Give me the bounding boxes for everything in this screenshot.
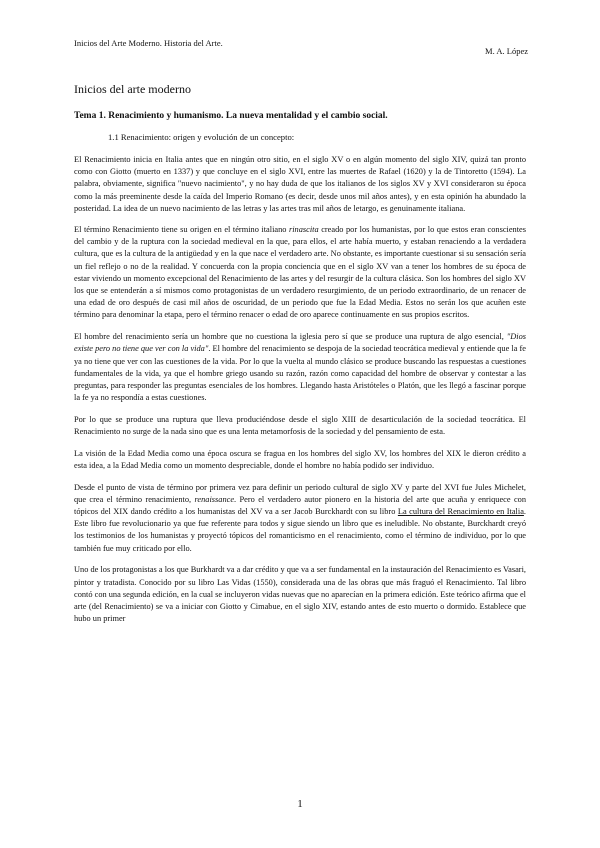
- paragraph-3-italic-quote: "Dios existe pero no tiene que ver con la vida": [74, 332, 526, 354]
- paragraph-2-part-2: creado por los humanistas, por lo que estos eran conscientes del cambio y de la ruptura con la sociedad medieval en la que, para ellos, el arte había muerto, y estaban renaciendo a la verdadera cultura, que es la cultura de la antigüedad y en la que nace el verdadero arte. No obstante, es importante cuestionar si su sensación sería un fiel reflejo o no de la realidad. Y concuerda con la propia conciencia que en el siglo XV van a tener los hombres de su época de estar viviendo un momento excepcional del Renacimiento de las artes y del resurgir de la cultura clásica. Son los hombres del siglo XV los que se entenderán a sí mismos como protagonistas de un verdadero resurgimiento, de un periodo extraordinario, de un renacer de una edad de oro después de casi mil años de oscuridad, de un periodo que fue la Edad Media. Estos no serán los que acuñen este término para denominar la etapa, pero el término renacer o edad de oro aparece continuamente en sus propios escritos.: [74, 225, 527, 320]
- paragraph-7: Uno de los protagonistas a los que Burkhardt va a dar crédito y que va a ser fundamental en la instauración del Renacimiento es Vasari, pintor y tratadista. Conocido por su libro Las Vidas (1550), considerada una de las obras que más fraguó el Renacimiento. Tal libro contó con una segunda edición, en la cual se incluyeron vidas nuevas que no aparecían en la primera edición. Este teórico afirma que el arte (del Renacimiento) se va a iniciar con Giotto y Cimabue, en el siglo XIV, estando antes de esto muerto o dormido. Establece que hubo un primer: [74, 565, 527, 624]
- section-title: 1.1 Renacimiento: origen y evolución de un concepto:: [108, 132, 295, 142]
- paragraph-6-book-title: La cultura del Renacimiento en Italia: [397, 507, 524, 517]
- page-number: 1: [297, 798, 303, 810]
- running-header-left: Inicios del Arte Moderno. Historia del Arte.: [74, 38, 223, 48]
- paragraph-1: El Renacimiento inicia en Italia antes que en ningún otro sitio, en el siglo XV o en algún momento del siglo XIV, quizá tan pronto como con Giotto (muerto en 1337) y que concluye en el siglo XVI, entre las muertes de Rafael (1620) y la de Tintoretto (1594). La palabra, obviamente, significa "nuevo nacimiento", y no hay duda de que los italianos de los siglos XV y XVI consideraron su época como la más preeminente desde la caída del Imperio Romano (es decir, desde unos mil años antes), y en esta opinión ha abundado la posteridad. La idea de un nuevo nacimiento de las letras y las artes tras mil años de letargo, es genuinamente italiana.: [74, 155, 526, 213]
- document-title: Inicios del arte moderno: [74, 82, 191, 96]
- paragraph-6-part-2: . Pero el verdadero autor pionero en la historia del arte que acuña y enriquece con tópicos del XIX dando crédito a los humanistas del XV va a ser Jacob Burckhardt con su libro: [74, 494, 526, 517]
- paragraph-3-part-2: . El hombre del renacimiento se despoja de la sociedad teocrática medieval y entiende que la fe ya no tiene que ver con las cuestiones de la vida. Por lo que la vuelta al mundo clásico se produce buscando las respuestas a cuestiones fundamentales de la vida, ya que el hombre griego usando su razón, razón como capacidad del hombre de observar y contestar a las preguntas, para responder las preguntas esenciales de los hombres. Llegando hasta Aristóteles o Platón, que les llegó a fascinar porque la fe ya no respondía a estas cuestiones.: [74, 344, 526, 403]
- chapter-title: Tema 1. Renacimiento y humanismo. La nueva mentalidad y el cambio social.: [74, 111, 388, 121]
- paragraph-2-part-1: El término Renacimiento tiene su origen en el término italiano: [74, 225, 289, 235]
- paragraph-6-part-3: . Este libro fue revolucionario ya que fue referente para todos y sigue siendo un libro que es ineludible. No obstante, Burckhardt creyó los testimonios de los humanistas y proyectó tópicos del romanticismo en el renacimiento, como el término de individuo, por lo que también fue muy criticado por ello.: [74, 507, 526, 553]
- paragraph-2: [74, 224, 526, 322]
- page-content: [74, 82, 526, 635]
- paragraph-4: Por lo que se produce una ruptura que lleva produciéndose desde el siglo XIII de desarticulación de la sociedad teocrática. El Renacimiento no surge de la nada sino que es una lenta metamorfosis de la sociedad y del pensamiento de esta.: [74, 414, 526, 437]
- paragraph-5: La visión de la Edad Media como una época oscura se fragua en los hombres del siglo XV, los hombres del XIX le dieron crédito a esta idea, a la Edad Media como un momento despreciable, donde el hombre no había podido ser individuo.: [74, 448, 526, 470]
- running-header-right: M. A. López: [485, 46, 528, 56]
- paragraph-6-italic-term: renaissance: [194, 494, 235, 504]
- paragraph-6: [74, 482, 526, 555]
- paragraph-2-italic-term: rinascita: [288, 225, 319, 235]
- paragraph-6-part-1: Desde el punto de vista de término por primera vez para definir un periodo cultural de siglo XV y parte del XVI fue Jules Michelet, que crea el término renacimiento,: [74, 482, 526, 504]
- paragraph-3: [74, 331, 526, 404]
- paragraph-3-part-1: El hombre del renacimiento sería un hombre que no cuestiona la iglesia pero sí que se produce una ruptura de algo esencial,: [74, 332, 507, 342]
